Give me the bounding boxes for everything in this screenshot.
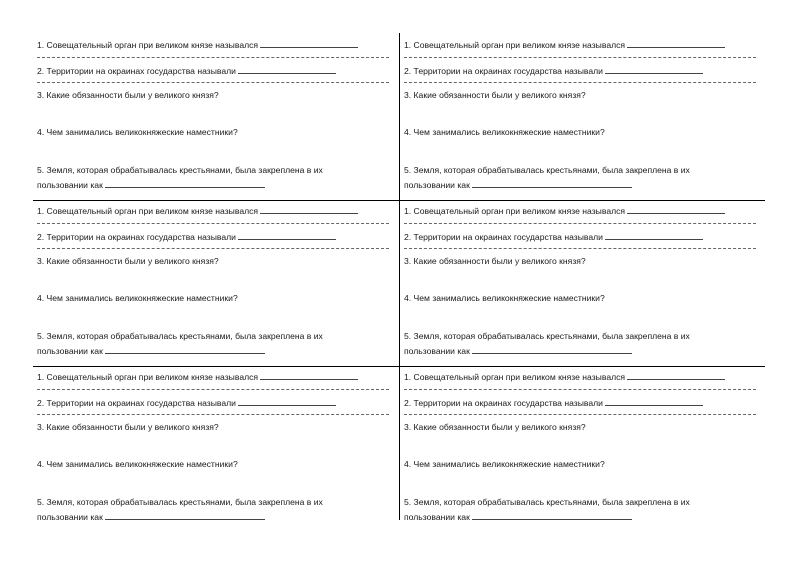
answer-blank[interactable] xyxy=(260,39,358,48)
question-2: 2. Территории на окраинах государства называли xyxy=(37,231,336,243)
answer-blank[interactable] xyxy=(627,39,725,48)
answer-line[interactable] xyxy=(37,56,389,58)
question-4: 4. Чем занимались великокняжеские наместники? xyxy=(37,293,238,303)
question-1: 1. Совещательный орган при великом князе назывался xyxy=(37,39,358,51)
question-5: 5. Земля, которая обрабатывалась крестьянами, была закреплена в их xyxy=(404,497,690,507)
answer-line[interactable] xyxy=(37,413,389,415)
answer-line[interactable] xyxy=(404,247,756,249)
question-4: 4. Чем занимались великокняжеские наместники? xyxy=(37,127,238,137)
worksheet-card xyxy=(37,202,392,368)
column-divider xyxy=(399,33,400,520)
answer-blank[interactable] xyxy=(260,205,358,214)
question-3: 3. Какие обязанности были у великого князя? xyxy=(37,90,219,100)
question-4: 4. Чем занимались великокняжеские наместники? xyxy=(404,127,605,137)
question-5: 5. Земля, которая обрабатывалась крестьянами, была закреплена в их xyxy=(404,331,690,341)
question-2: 2. Территории на окраинах государства называли xyxy=(37,397,336,409)
question-3: 3. Какие обязанности были у великого князя? xyxy=(404,90,586,100)
question-1: 1. Совещательный орган при великом князе назывался xyxy=(404,39,725,51)
answer-blank[interactable] xyxy=(605,231,703,240)
answer-blank[interactable] xyxy=(105,511,265,520)
question-1: 1. Совещательный орган при великом князе назывался xyxy=(37,205,358,217)
answer-blank[interactable] xyxy=(238,397,336,406)
answer-blank[interactable] xyxy=(260,371,358,380)
answer-blank[interactable] xyxy=(605,397,703,406)
question-4: 4. Чем занимались великокняжеские наместники? xyxy=(404,459,605,469)
worksheet-card xyxy=(37,368,392,534)
answer-line[interactable] xyxy=(37,81,389,83)
question-5: 5. Земля, которая обрабатывалась крестьянами, была закреплена в их xyxy=(404,165,690,175)
question-4: 4. Чем занимались великокняжеские наместники? xyxy=(37,459,238,469)
answer-blank[interactable] xyxy=(238,65,336,74)
question-2: 2. Территории на окраинах государства называли xyxy=(404,65,703,77)
question-5-continuation: пользовании как xyxy=(404,179,632,191)
question-2: 2. Территории на окраинах государства называли xyxy=(404,397,703,409)
question-5-continuation: пользовании как xyxy=(37,511,265,523)
answer-blank[interactable] xyxy=(627,205,725,214)
worksheet-card xyxy=(404,202,759,368)
question-5: 5. Земля, которая обрабатывалась крестьянами, была закреплена в их xyxy=(37,165,323,175)
answer-blank[interactable] xyxy=(105,179,265,188)
question-3: 3. Какие обязанности были у великого князя? xyxy=(37,256,219,266)
worksheet-card xyxy=(404,36,759,202)
answer-blank[interactable] xyxy=(605,65,703,74)
question-1: 1. Совещательный орган при великом князе назывался xyxy=(404,205,725,217)
answer-blank[interactable] xyxy=(472,345,632,354)
worksheet-card xyxy=(404,368,759,534)
answer-line[interactable] xyxy=(37,388,389,390)
answer-line[interactable] xyxy=(404,81,756,83)
question-2: 2. Территории на окраинах государства называли xyxy=(404,231,703,243)
worksheet-card xyxy=(37,36,392,202)
question-3: 3. Какие обязанности были у великого князя? xyxy=(404,422,586,432)
answer-line[interactable] xyxy=(404,56,756,58)
answer-line[interactable] xyxy=(404,413,756,415)
question-5-continuation: пользовании как xyxy=(37,345,265,357)
question-1: 1. Совещательный орган при великом князе назывался xyxy=(404,371,725,383)
question-3: 3. Какие обязанности были у великого князя? xyxy=(37,422,219,432)
question-3: 3. Какие обязанности были у великого князя? xyxy=(404,256,586,266)
answer-line[interactable] xyxy=(404,222,756,224)
answer-line[interactable] xyxy=(37,247,389,249)
question-1: 1. Совещательный орган при великом князе назывался xyxy=(37,371,358,383)
answer-blank[interactable] xyxy=(472,511,632,520)
question-2: 2. Территории на окраинах государства называли xyxy=(37,65,336,77)
answer-line[interactable] xyxy=(404,388,756,390)
question-4: 4. Чем занимались великокняжеские наместники? xyxy=(404,293,605,303)
answer-blank[interactable] xyxy=(238,231,336,240)
answer-line[interactable] xyxy=(37,222,389,224)
question-5-continuation: пользовании как xyxy=(404,511,632,523)
question-5-continuation: пользовании как xyxy=(404,345,632,357)
answer-blank[interactable] xyxy=(627,371,725,380)
question-5: 5. Земля, которая обрабатывалась крестьянами, была закреплена в их xyxy=(37,497,323,507)
answer-blank[interactable] xyxy=(105,345,265,354)
question-5: 5. Земля, которая обрабатывалась крестьянами, была закреплена в их xyxy=(37,331,323,341)
question-5-continuation: пользовании как xyxy=(37,179,265,191)
answer-blank[interactable] xyxy=(472,179,632,188)
